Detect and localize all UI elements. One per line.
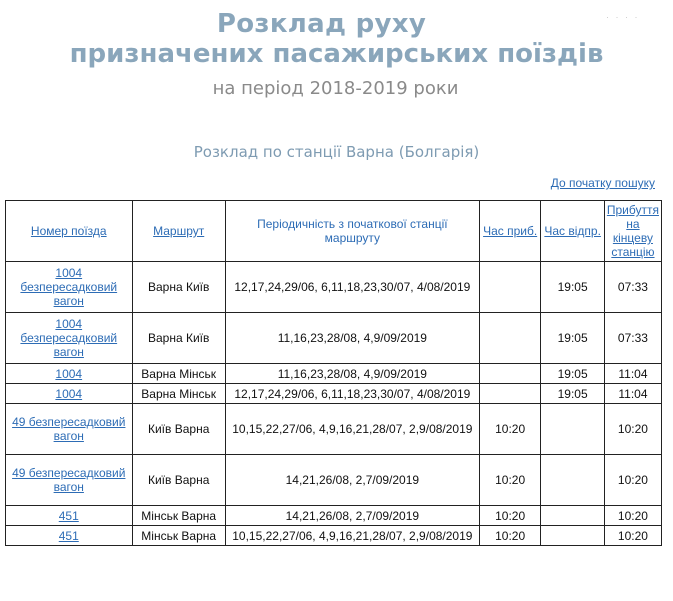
periodicity-cell: 11,16,23,28/08, 4,9/09/2019 xyxy=(225,313,479,364)
final-arrival-cell: 07:33 xyxy=(604,262,661,313)
periodicity-cell: 14,21,26/08, 2,7/09/2019 xyxy=(225,506,479,526)
departure-cell: 19:05 xyxy=(541,384,605,404)
departure-cell: 19:05 xyxy=(541,262,605,313)
final-arrival-cell: 10:20 xyxy=(604,455,661,506)
train-cell xyxy=(6,313,133,364)
arrival-cell xyxy=(479,313,541,364)
train-cell xyxy=(6,404,133,455)
arrival-cell xyxy=(479,384,541,404)
corner-decoration: · · · · xyxy=(606,12,640,22)
route-cell: Мінськ Варна xyxy=(132,526,225,546)
final-arrival-cell: 07:33 xyxy=(604,313,661,364)
train-link[interactable]: 1004 безпересадковий вагон xyxy=(20,266,118,308)
table-row xyxy=(6,384,662,404)
arrival-cell: 10:20 xyxy=(479,526,541,546)
period-label: на період 2018-2019 роки xyxy=(212,78,459,99)
train-cell xyxy=(6,506,133,526)
column-header-final-arrival[interactable]: Прибуття на кінцеву станцію xyxy=(604,201,661,262)
table-row xyxy=(6,262,662,313)
column-header-periodicity: Періодичність з початкової станції маршруту xyxy=(225,201,479,262)
periodicity-cell: 12,17,24,29/06, 6,11,18,23,30/07, 4/08/2019 xyxy=(225,384,479,404)
final-arrival-cell: 10:20 xyxy=(604,404,661,455)
final-arrival-cell: 11:04 xyxy=(604,364,661,384)
back-to-search-link[interactable]: До початку пошуку xyxy=(550,176,655,190)
arrival-cell: 10:20 xyxy=(479,404,541,455)
final-arrival-cell: 10:20 xyxy=(604,526,661,546)
schedule-table xyxy=(5,200,662,546)
departure-cell: 19:05 xyxy=(541,364,605,384)
train-cell xyxy=(6,455,133,506)
table-header-row xyxy=(6,201,662,262)
route-cell: Варна Київ xyxy=(132,262,225,313)
arrival-cell xyxy=(479,364,541,384)
column-header-train[interactable]: Номер поїзда xyxy=(6,201,133,262)
table-row xyxy=(6,313,662,364)
departure-cell: 19:05 xyxy=(541,313,605,364)
page-subtitle: призначених пасажирських поїздів xyxy=(69,39,604,69)
arrival-cell xyxy=(479,262,541,313)
table-row xyxy=(6,506,662,526)
train-cell xyxy=(6,526,133,546)
route-cell: Варна Мінськ xyxy=(132,384,225,404)
route-cell: Варна Мінськ xyxy=(132,364,225,384)
route-cell: Варна Київ xyxy=(132,313,225,364)
departure-cell xyxy=(541,404,605,455)
final-arrival-cell: 11:04 xyxy=(604,384,661,404)
station-title: Розклад по станції Варна (Болгарія) xyxy=(193,143,480,161)
train-link[interactable]: 451 xyxy=(58,528,79,543)
periodicity-cell: 12,17,24,29/06, 6,11,18,23,30/07, 4/08/2019 xyxy=(225,262,479,313)
arrival-cell: 10:20 xyxy=(479,455,541,506)
column-header-departure[interactable]: Час відпр. xyxy=(541,201,605,262)
route-cell: Київ Варна xyxy=(132,404,225,455)
periodicity-cell: 11,16,23,28/08, 4,9/09/2019 xyxy=(225,364,479,384)
table-row xyxy=(6,455,662,506)
final-arrival-cell: 10:20 xyxy=(604,506,661,526)
train-link[interactable]: 1004 безпересадковий вагон xyxy=(20,317,118,359)
route-cell: Мінськ Варна xyxy=(132,506,225,526)
periodicity-cell: 10,15,22,27/06, 4,9,16,21,28/07, 2,9/08/2019 xyxy=(225,404,479,455)
departure-cell xyxy=(541,455,605,506)
train-cell xyxy=(6,262,133,313)
periodicity-cell: 14,21,26/08, 2,7/09/2019 xyxy=(225,455,479,506)
train-link[interactable]: 49 безпересадковий вагон xyxy=(12,466,126,494)
train-cell xyxy=(6,364,133,384)
table-row xyxy=(6,364,662,384)
train-cell xyxy=(6,384,133,404)
column-header-route[interactable]: Маршрут xyxy=(132,201,225,262)
page-title: Розклад руху xyxy=(216,9,427,39)
train-link[interactable]: 1004 xyxy=(55,366,83,381)
arrival-cell: 10:20 xyxy=(479,506,541,526)
column-header-arrival[interactable]: Час приб. xyxy=(479,201,541,262)
departure-cell xyxy=(541,526,605,546)
periodicity-cell: 10,15,22,27/06, 4,9,16,21,28/07, 2,9/08/2019 xyxy=(225,526,479,546)
table-row xyxy=(6,526,662,546)
train-link[interactable]: 49 безпересадковий вагон xyxy=(12,415,126,443)
departure-cell xyxy=(541,506,605,526)
train-link[interactable]: 451 xyxy=(58,508,79,523)
table-row xyxy=(6,404,662,455)
train-link[interactable]: 1004 xyxy=(55,386,83,401)
route-cell: Київ Варна xyxy=(132,455,225,506)
